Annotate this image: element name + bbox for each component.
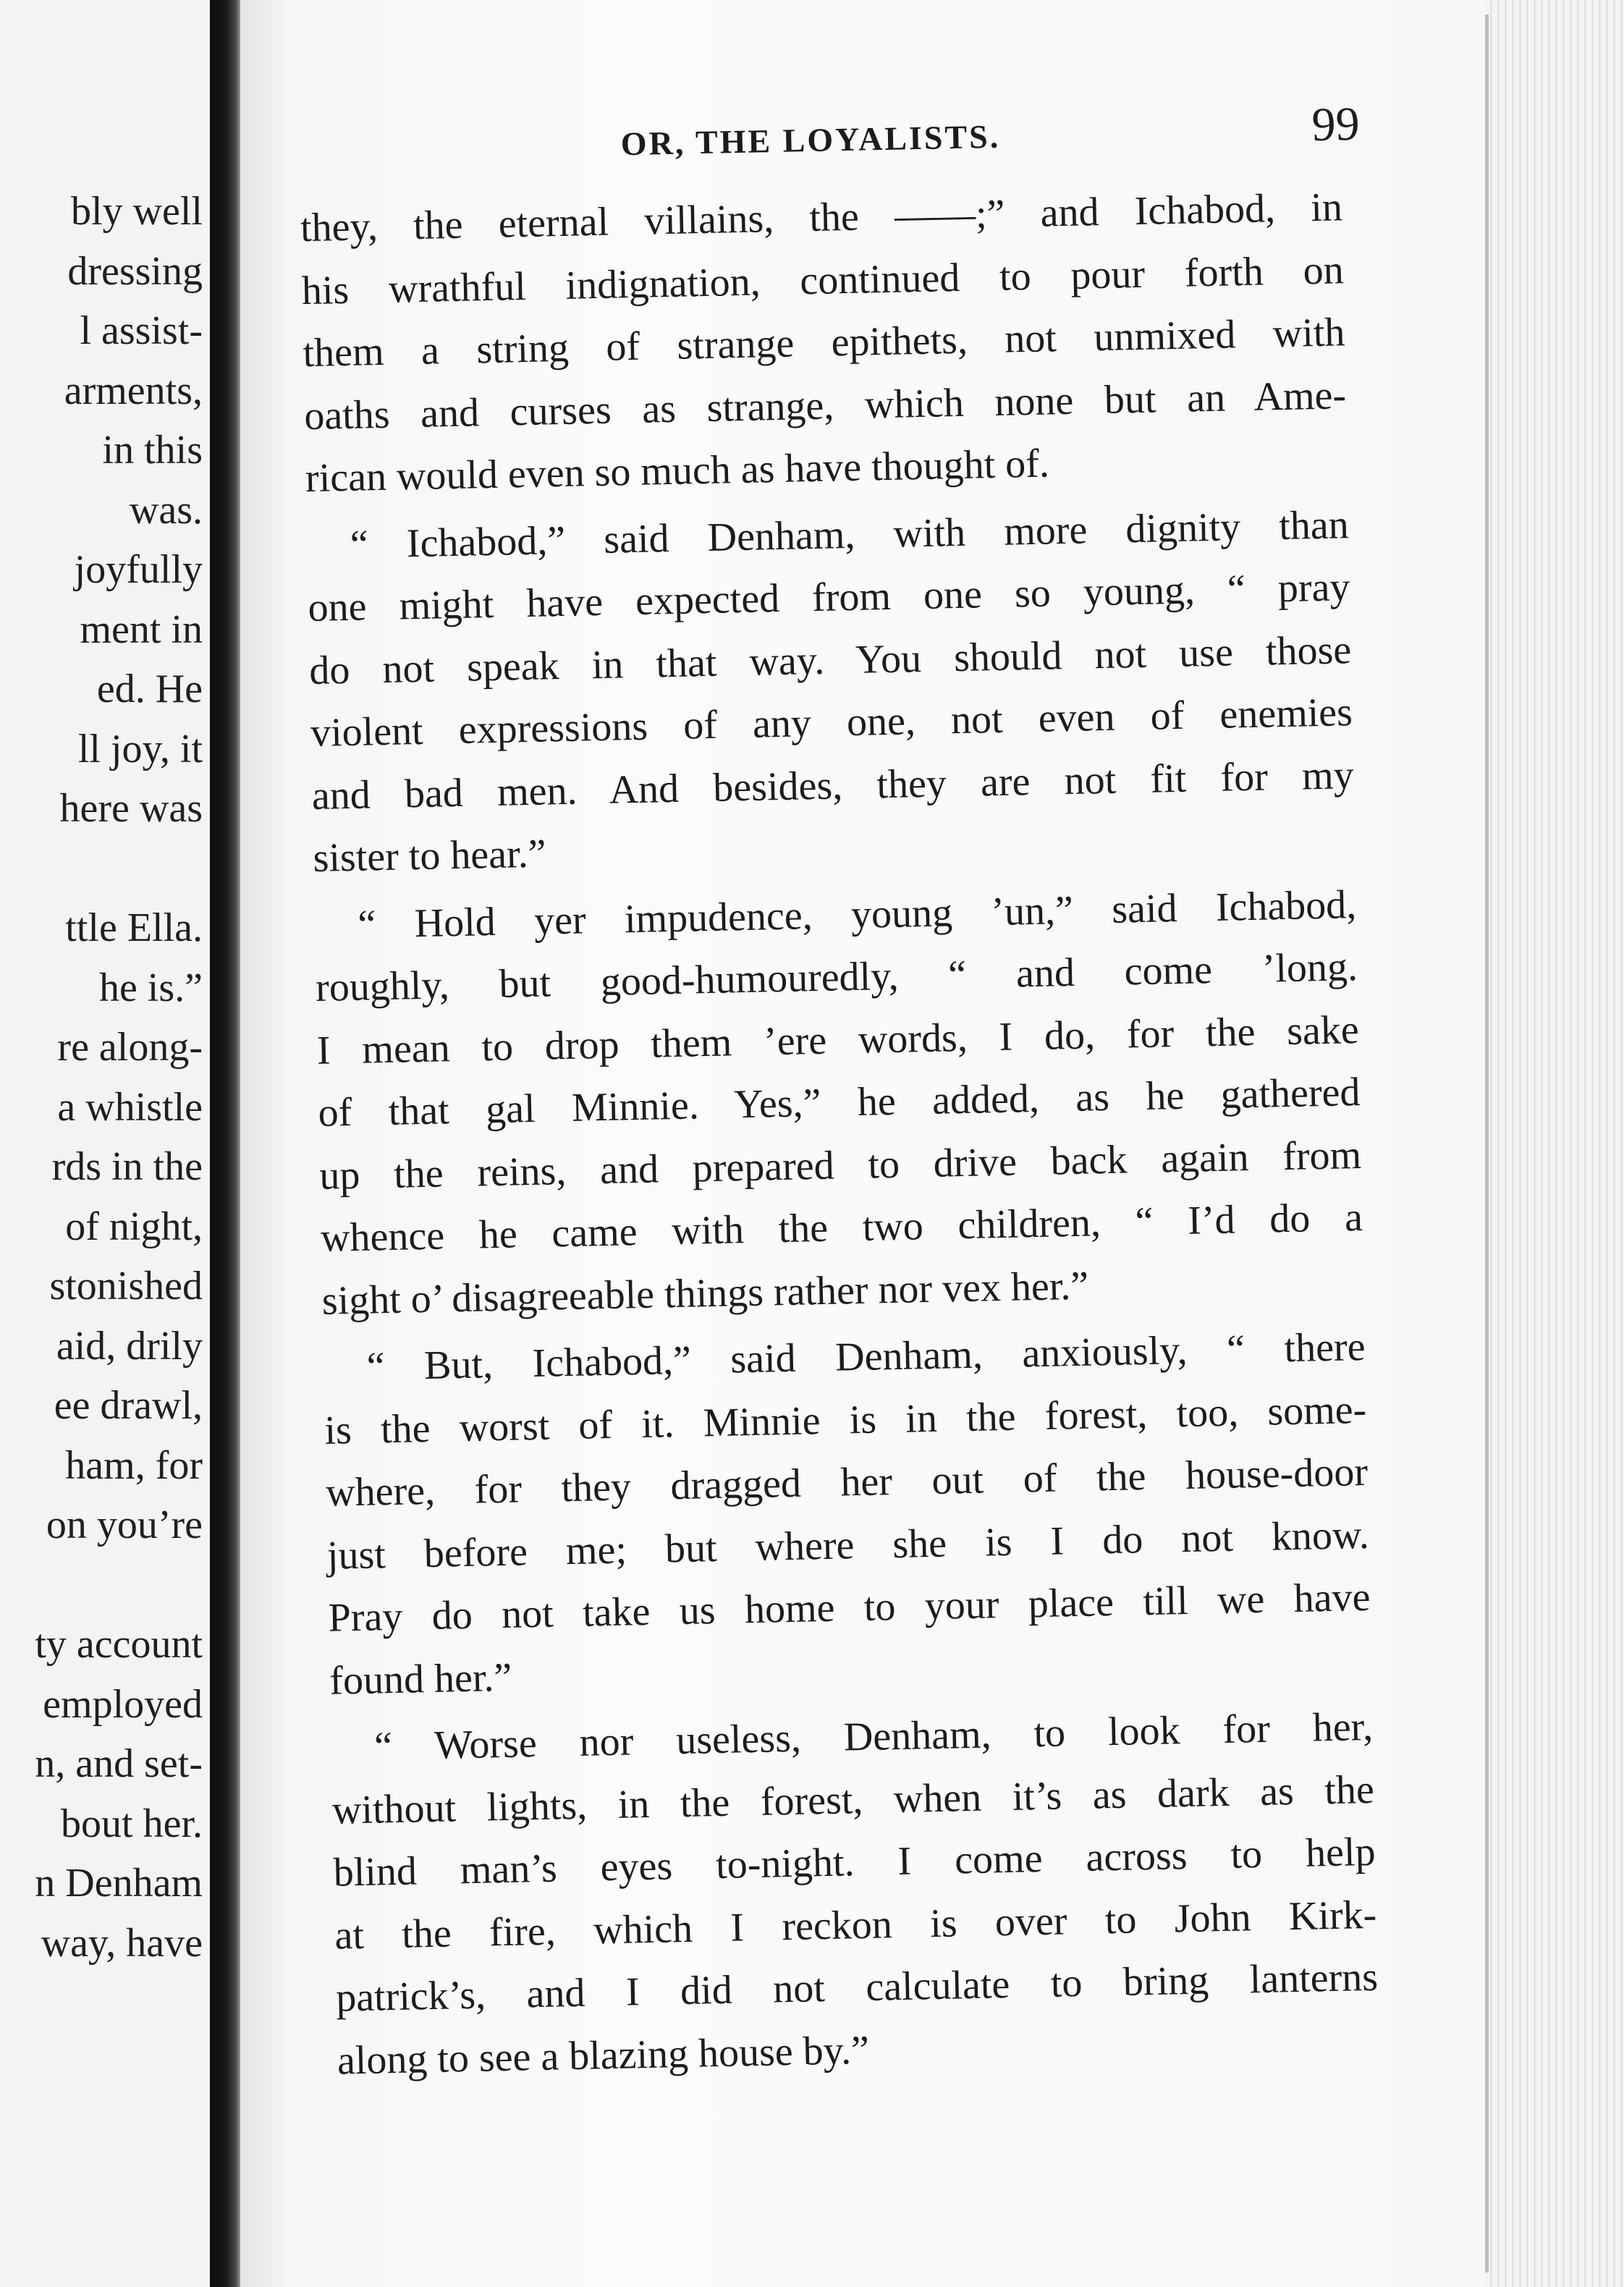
- text-line: whence he came with the two children, “ I’d do a: [320, 1194, 1363, 1261]
- text-line: violent expressions of any one, not even of enemies: [310, 690, 1353, 756]
- text-line: at the fire, which I reckon is over to John Kirk-: [334, 1892, 1377, 1958]
- text-line: sister to hear.”: [312, 831, 547, 881]
- text-line: without lights, in the forest, when it’s as dark as the: [331, 1767, 1375, 1833]
- page-edge-line: [1485, 14, 1489, 2273]
- left-page-line: he is.”: [98, 965, 203, 1010]
- left-page-line: n Denham: [35, 1861, 203, 1906]
- text-line: just before me; but where she is I do not know.: [326, 1512, 1370, 1578]
- text-line: they, the eternal villains, the ——;” and Ichabod, in: [300, 185, 1343, 251]
- text-line: his wrathful indignation, continued to pour forth on: [301, 247, 1345, 313]
- book-gutter: [210, 0, 240, 2287]
- left-page-line: a whistle: [57, 1084, 203, 1130]
- left-page-line: ment in: [80, 606, 203, 652]
- left-page-line: ed. He: [96, 667, 203, 711]
- left-page-line: employed: [43, 1681, 203, 1727]
- text-line: them a string of strange epithets, not unmixed with: [302, 310, 1345, 376]
- left-page-line: ham, for: [65, 1442, 203, 1488]
- left-page-line: of night,: [65, 1204, 203, 1249]
- text-line: where, for they dragged her out of the house-door: [325, 1449, 1369, 1515]
- text-line: blind man’s eyes to-night. I come across to help: [333, 1829, 1376, 1895]
- text-line: is the worst of it. Minnie is in the forest, too, some-: [323, 1387, 1367, 1453]
- page-number: 99: [1311, 97, 1361, 152]
- left-page-line: l assist-: [80, 308, 203, 353]
- text-line: Pray do not take us home to your place till we have: [328, 1574, 1371, 1641]
- left-page-line: stonished: [49, 1264, 203, 1309]
- left-page-line: bout her.: [61, 1801, 203, 1846]
- text-line: one might have expected from one so young, “ pray: [308, 565, 1350, 631]
- text-line: “ Ichabod,” said Denham, with more dignity than: [350, 502, 1350, 567]
- left-page-line: ll joy, it: [77, 726, 203, 772]
- text-line: of that gal Minnie. Yes,” he added, as he gathered: [318, 1070, 1361, 1136]
- left-page-line: ee drawl,: [54, 1383, 203, 1428]
- left-page-line: on you’re: [46, 1502, 203, 1547]
- left-page-line: re along-: [57, 1025, 203, 1070]
- running-head: OR, THE LOYALISTS.: [620, 117, 1001, 163]
- left-page-line: in this: [102, 428, 203, 473]
- left-page-line: was.: [129, 487, 203, 533]
- text-line: I mean to drop them ’ere words, I do, for the sake: [316, 1007, 1360, 1073]
- left-page-line: n, and set-: [35, 1741, 203, 1786]
- text-line: “ But, Ichabod,” said Denham, anxiously, “ there: [366, 1324, 1366, 1390]
- text-line: patrick’s, and I did not calculate to bring lanterns: [335, 1954, 1379, 2021]
- left-page-line: rds in the: [51, 1144, 203, 1189]
- text-line: roughly, but good-humouredly, “ and come ’long.: [315, 944, 1358, 1010]
- text-line: “ Worse nor useless, Denham, to look for her,: [373, 1704, 1374, 1770]
- left-page-line: bly well: [71, 189, 203, 234]
- text-line: along to see a blazing house by.”: [337, 2027, 870, 2084]
- text-line: up the reins, and prepared to drive back again from: [318, 1132, 1362, 1199]
- right-page-text: [269, 94, 1394, 2084]
- left-page-line: arments,: [64, 368, 203, 413]
- left-page-line: dressing: [67, 248, 203, 294]
- text-line: found her.”: [329, 1654, 512, 1704]
- text-line: do not speak in that way. You should not use those: [308, 627, 1352, 693]
- left-page-line: joyfully: [74, 547, 203, 592]
- left-page-line: ty account: [35, 1622, 203, 1667]
- page-edges: [1485, 0, 1624, 2287]
- text-line: oaths and curses as strange, which none but an Ame-: [303, 372, 1347, 439]
- text-line: and bad men. And besides, they are not fit for my: [311, 752, 1355, 819]
- text-line: sight o’ disagreeable things rather nor vex her.”: [321, 1263, 1089, 1324]
- left-page-line: ttle Ella.: [65, 905, 203, 950]
- left-facing-page: [0, 0, 210, 2287]
- left-page-line: way, have: [41, 1920, 203, 1966]
- text-line: “ Hold yer impudence, young ’un,” said Ichabod,: [357, 882, 1357, 947]
- left-page-line: aid, drily: [56, 1323, 203, 1369]
- text-line: rican would even so much as have thought of.: [305, 441, 1050, 502]
- left-page-line: here was: [59, 786, 203, 831]
